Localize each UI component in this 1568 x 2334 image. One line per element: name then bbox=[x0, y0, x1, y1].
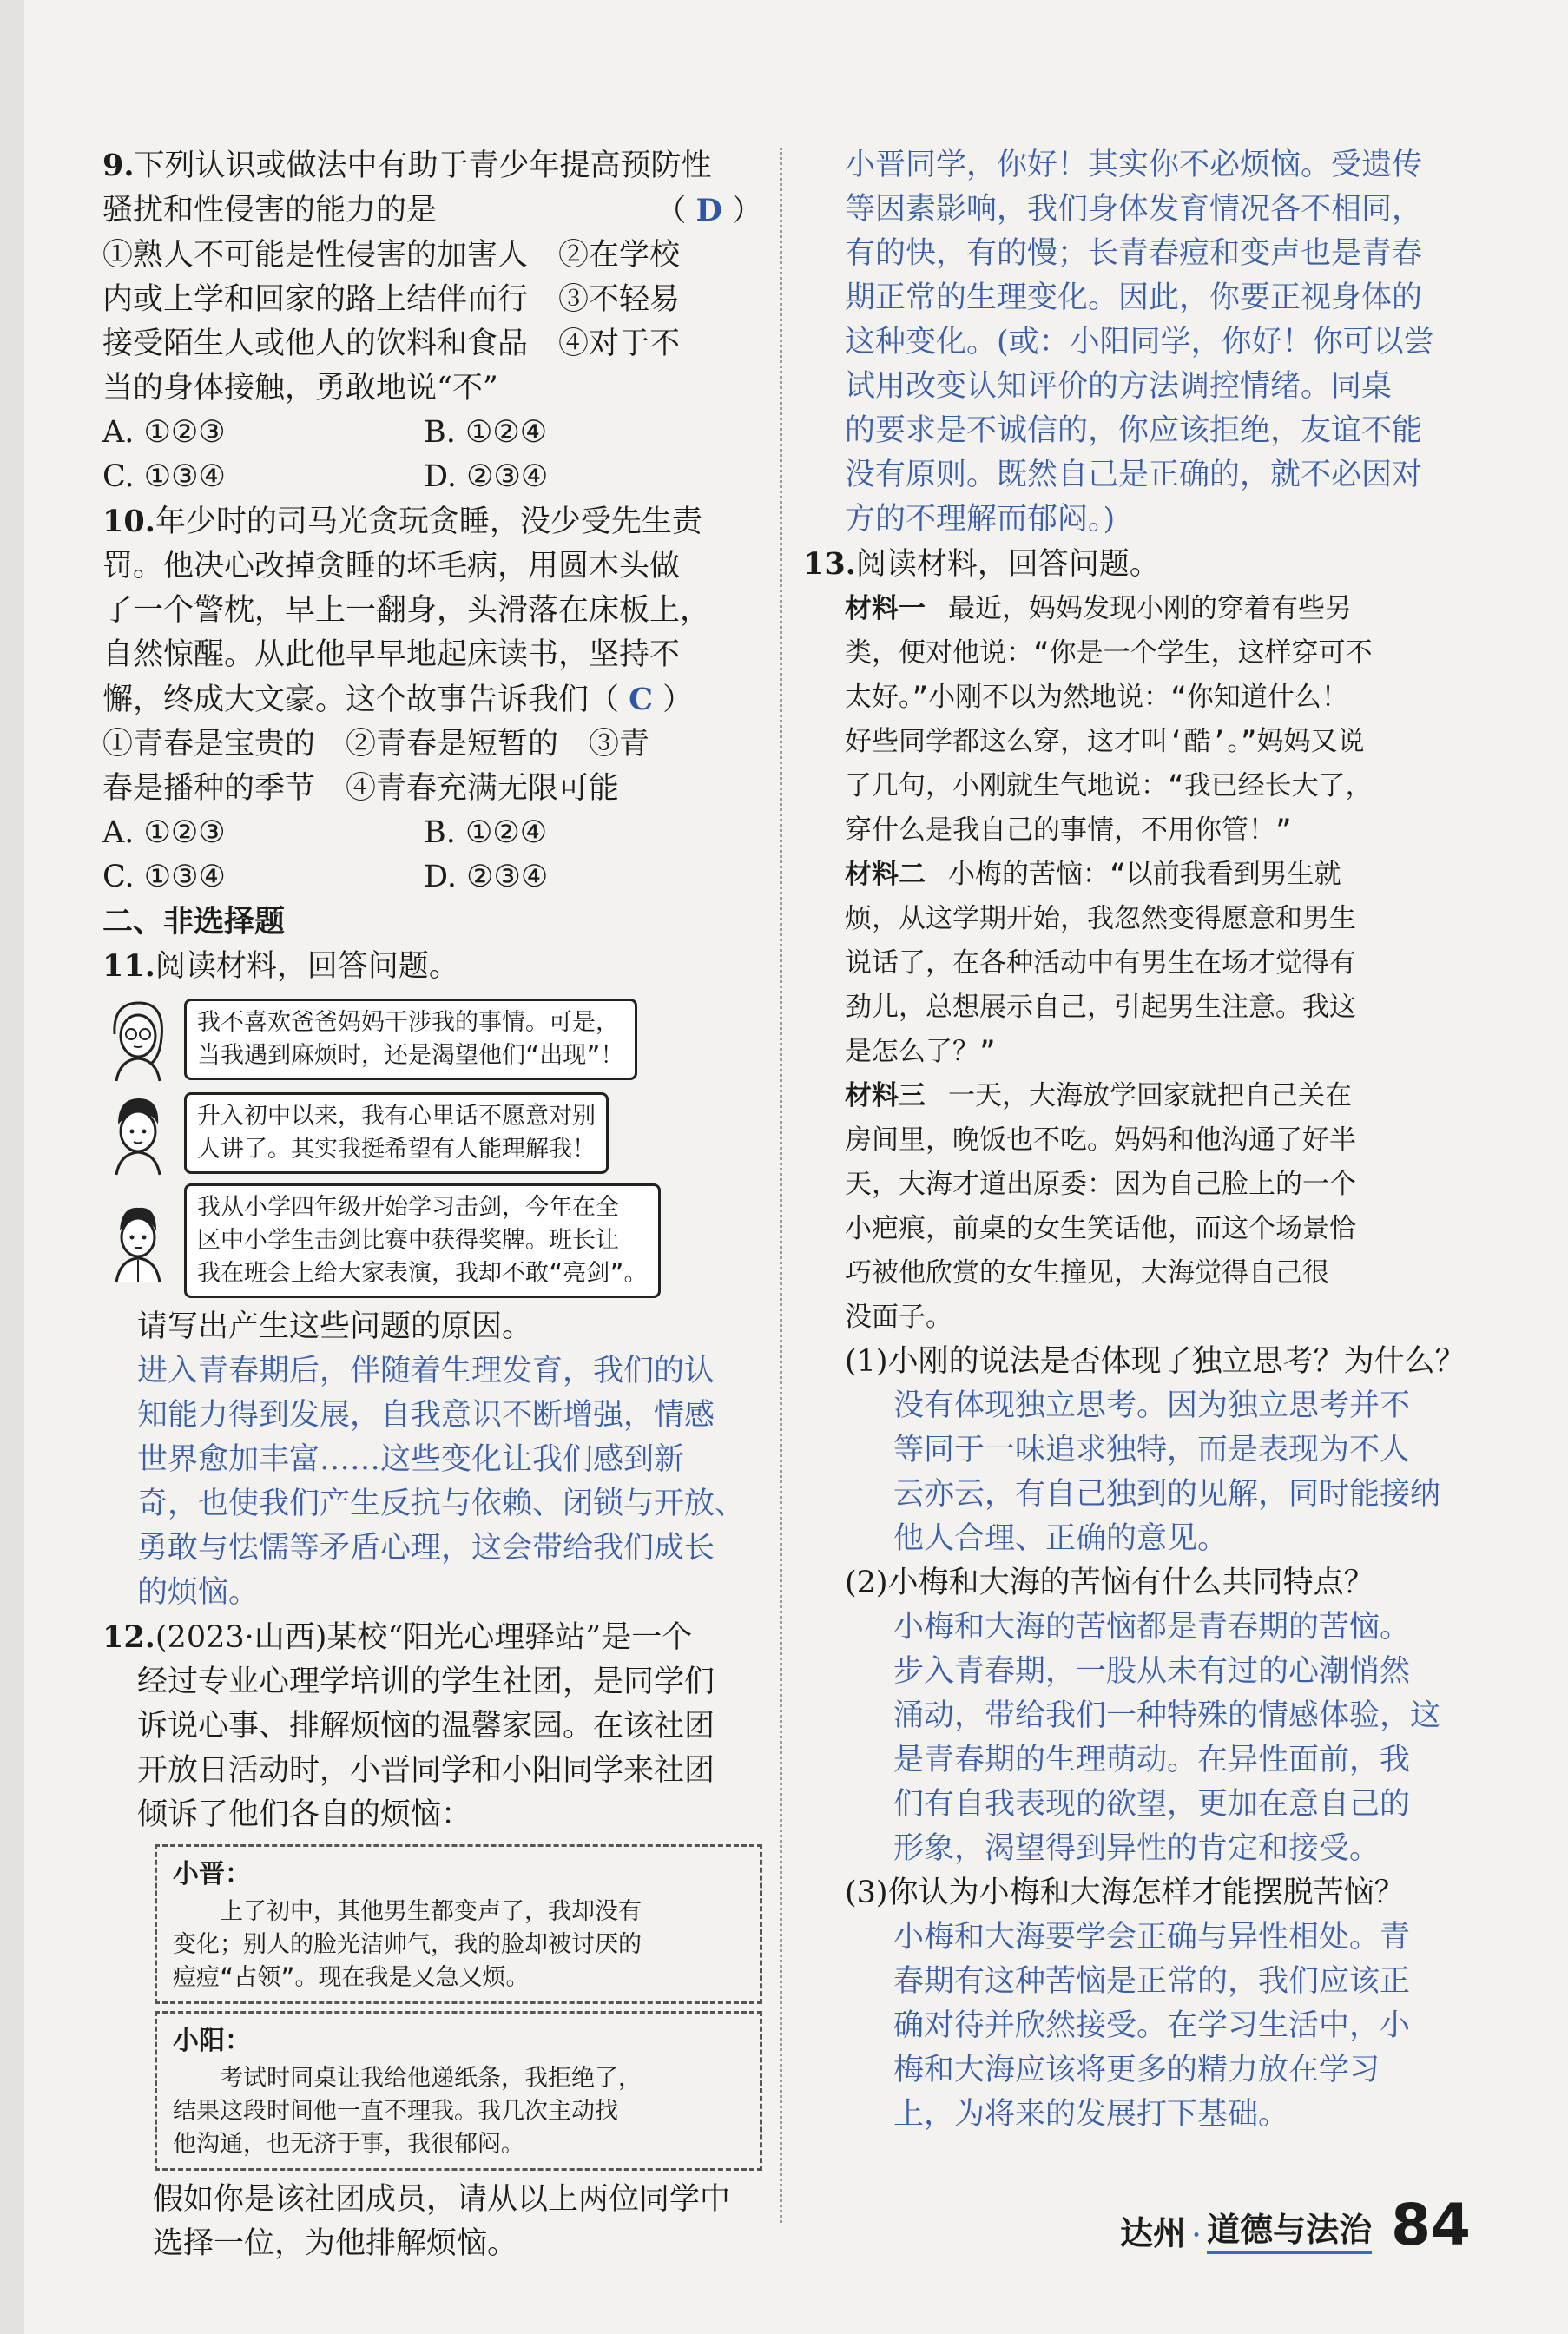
material-label: 材料二 bbox=[845, 859, 926, 890]
xiaoyang-box bbox=[155, 2011, 762, 2171]
question-10: 10.年少时的司马光贪玩贪睡，没少受先生责 罚。他决心改掉贪睡的坏毛病，用圆木头做 了一个警枕，早上一翻身，头滑落在床板上， 自然惊醒。从此他早早地起床读书，坚持不 懈，终成大文豪。这个故事告诉我们（ C ） ①青春是宝贵的 ②青春是短暂的 ③青 春是播种的季节 ④青春充满无限可能 A. ①②③ B. ①②④ C. ①③④ D. ②③④ bbox=[102, 499, 762, 900]
sub-question-1 bbox=[803, 1340, 1467, 1561]
right-column bbox=[803, 143, 1467, 2137]
bubble-line: 我在班会上给大家表演，我却不敢“亮剑”。 bbox=[197, 1260, 648, 1287]
answer-line: 进入青春期后，伴随着生理发育，我们的认 bbox=[137, 1354, 715, 1388]
bubble-line: 我从小学四年级开始学习击剑，今年在全 bbox=[197, 1194, 619, 1221]
q11-number: 11. bbox=[102, 948, 155, 984]
material-line: 最近，妈妈发现小刚的穿着有些另 bbox=[948, 593, 1352, 624]
box-speaker: 小晋： bbox=[173, 1859, 251, 1889]
question-11 bbox=[102, 944, 762, 1615]
q12-prompt: 选择一位，为他排解烦恼。 bbox=[153, 2226, 518, 2261]
q12-line: 诉说心事、排解烦恼的温馨家园。在该社团 bbox=[137, 1709, 715, 1744]
footer-dot: · bbox=[1191, 2216, 1202, 2254]
answer-line: 没有原则。既然自己是正确的，就不必因对 bbox=[845, 458, 1423, 492]
answer-line: 知能力得到发展，自我意识不断增强，情感 bbox=[137, 1398, 715, 1433]
material-line: 劲儿，总想展示自己，引起男生注意。我这 bbox=[845, 992, 1356, 1023]
material-label: 材料三 bbox=[845, 1080, 926, 1111]
material-line: 是怎么了？” bbox=[845, 1036, 996, 1067]
q9-answer: D bbox=[695, 193, 722, 228]
material-line: 烦，从这学期开始，我忽然变得愿意和男生 bbox=[845, 903, 1356, 934]
answer-line: 有的快，有的慢；长青春痘和变声也是青春 bbox=[845, 236, 1423, 271]
girl-avatar-icon bbox=[102, 996, 174, 1083]
material-line: 了几句，小刚就生气地说：“我已经长大了， bbox=[845, 770, 1373, 801]
answer-line: 勇敢与怯懦等矛盾心理，这会带给我们成长 bbox=[137, 1531, 715, 1566]
material-line: 太好。”小刚不以为然地说：“你知道什么！ bbox=[845, 682, 1348, 713]
speech-bubble bbox=[184, 1092, 609, 1174]
answer-line: 他人合理、正确的意见。 bbox=[893, 1521, 1229, 1556]
answer-line: 世界愈加丰富……这些变化让我们感到新 bbox=[137, 1442, 685, 1477]
q12-line: 倾诉了他们各自的烦恼： bbox=[137, 1797, 472, 1832]
material-line: 没面子。 bbox=[845, 1302, 952, 1333]
material-2 bbox=[803, 853, 1467, 1074]
answer-line: 没有体现独立思考。因为独立思考并不 bbox=[893, 1388, 1411, 1423]
material-label: 材料一 bbox=[845, 593, 926, 624]
q10-option-a: A. ①②③ bbox=[102, 815, 226, 850]
answer-line: 上，为将来的发展打下基础。 bbox=[893, 2097, 1289, 2132]
q9-line: 内或上学和回家的路上结伴而行 ③不轻易 bbox=[102, 282, 681, 317]
q10-line: 自然惊醒。从此他早早地起床读书，坚持不 bbox=[102, 637, 681, 672]
answer-line: 的要求是不诚信的，你应该拒绝，友谊不能 bbox=[845, 413, 1423, 448]
page-edge bbox=[0, 0, 24, 2334]
page-number: 84 bbox=[1391, 2192, 1471, 2258]
q12-line: (2023·山西)某校“阳光心理驿站”是一个 bbox=[155, 1620, 693, 1655]
answer-line: 确对待并欣然接受。在学习生活中，小 bbox=[893, 2008, 1411, 2043]
q13-number: 13. bbox=[803, 546, 856, 582]
sub-answer-2 bbox=[845, 1605, 1467, 1871]
footer-subject: 道德与法治 bbox=[1207, 2203, 1372, 2254]
material-line: 说话了，在各种活动中有男生在场才觉得有 bbox=[845, 947, 1356, 979]
answer-line: 小梅和大海的苦恼都是青春期的苦恼。 bbox=[893, 1610, 1411, 1645]
q9-line: 当的身体接触，勇敢地说“不” bbox=[102, 371, 498, 405]
bubble-line: 升入初中以来，我有心里话不愿意对别 bbox=[197, 1103, 596, 1130]
q12-number: 12. bbox=[102, 1619, 155, 1655]
boy-avatar-icon bbox=[102, 1197, 174, 1284]
sub-answer-3 bbox=[845, 1915, 1467, 2137]
box-line: 上了初中，其他男生都变声了，我却没有 bbox=[173, 1898, 642, 1925]
speech-bubble bbox=[184, 999, 637, 1080]
q9-line: 接受陌生人或他人的饮料和食品 ④对于不 bbox=[102, 326, 681, 361]
q13-stem: 阅读材料，回答问题。 bbox=[855, 547, 1160, 582]
answer-line: 涌动，带给我们一种特殊的情感体验，这 bbox=[893, 1698, 1441, 1733]
answer-line: 等同于一味追求独特，而是表现为不人 bbox=[893, 1433, 1411, 1467]
q9-line: 骚扰和性侵害的能力的是 bbox=[102, 193, 438, 227]
sub-question-text: (2)小梅和大海的苦恼有什么共同特点？ bbox=[845, 1566, 1374, 1600]
left-column bbox=[102, 143, 762, 2266]
q10-line: 罚。他决心改掉贪睡的坏毛病，用圆木头做 bbox=[102, 549, 681, 584]
material-line: 类，便对他说：“你是一个学生，这样穿可不 bbox=[845, 637, 1373, 669]
box-line: 变化；别人的脸光洁帅气，我的脸却被讨厌的 bbox=[173, 1931, 642, 1958]
section-heading: 二、非选择题 bbox=[102, 904, 286, 940]
bubble-line: 当我遇到麻烦时，还是渴望他们“出现”！ bbox=[197, 1042, 624, 1069]
page-footer bbox=[1120, 2192, 1471, 2258]
q10-line: 了一个警枕，早上一翻身，头滑落在床板上， bbox=[102, 593, 711, 628]
question-9: 9.下列认识或做法中有助于青少年提高预防性 骚扰和性侵害的能力的是 （ D ） ①熟人不可能是性侵害的加害人 ②在学校 内或上学和回家的路上结伴而行 ③不轻易 接受陌生人或他人的饮料和食品 ④对于不 当的身体接触，勇敢地说“不” A. ①②③ B. ①②④ C. ①③④ D. ②③④ bbox=[102, 143, 762, 499]
speech-bubble bbox=[184, 1183, 661, 1298]
bubble-line: 我不喜欢爸爸妈妈干涉我的事情。可是， bbox=[197, 1009, 619, 1036]
material-line: 巧被他欣赏的女生撞见，大海觉得自己很 bbox=[845, 1257, 1329, 1289]
q10-line: 春是播种的季节 ④青春充满无限可能 bbox=[102, 771, 620, 806]
q9-line: ①熟人不可能是性侵害的加害人 ②在学校 bbox=[102, 238, 681, 273]
sub-question-3 bbox=[803, 1871, 1467, 2137]
q10-number: 10. bbox=[102, 504, 155, 539]
material-line: 穿什么是我自己的事情，不用你管！” bbox=[845, 814, 1292, 846]
box-line: 痘痘“占领”。现在我是又急又烦。 bbox=[173, 1964, 530, 1991]
answer-line: 的烦恼。 bbox=[137, 1575, 260, 1610]
xiaojin-box bbox=[155, 1844, 762, 2004]
material-line: 天，大海才道出原委：因为自己脸上的一个 bbox=[845, 1169, 1356, 1200]
answer-line: 是青春期的生理萌动。在异性面前，我 bbox=[893, 1743, 1411, 1777]
box-line: 结果这段时间他一直不理我。我几次主动找 bbox=[173, 2098, 618, 2125]
box-speaker: 小阳： bbox=[173, 2026, 251, 2056]
column-divider bbox=[780, 148, 782, 2223]
sub-question-text: (1)小刚的说法是否体现了独立思考？为什么？ bbox=[845, 1344, 1466, 1379]
q9-number: 9. bbox=[102, 148, 135, 183]
q9-option-a: A. ①②③ bbox=[102, 415, 226, 450]
q11-prompt: 请写出产生这些问题的原因。 bbox=[137, 1309, 533, 1344]
material-line: 房间里，晚饭也不吃。妈妈和他沟通了好半 bbox=[845, 1124, 1356, 1156]
sub-question-text: (3)你认为小梅和大海怎样才能摆脱苦恼？ bbox=[845, 1876, 1405, 1910]
q12-answer bbox=[803, 143, 1467, 542]
material-1 bbox=[803, 587, 1467, 853]
answer-line: 这种变化。(或：小阳同学，你好！你可以尝 bbox=[845, 325, 1434, 359]
answer-line: 小晋同学，你好！其实你不必烦恼。受遗传 bbox=[845, 148, 1423, 182]
footer-region: 达州 bbox=[1120, 2214, 1187, 2252]
q10-option-c: C. ①③④ bbox=[102, 860, 226, 894]
question-13 bbox=[803, 542, 1467, 2137]
box-line: 他沟通，也无济于事，我很郁闷。 bbox=[173, 2131, 524, 2158]
answer-line: 梅和大海应该将更多的精力放在学习 bbox=[893, 2053, 1380, 2087]
answer-line: 小梅和大海要学会正确与异性相处。青 bbox=[893, 1920, 1411, 1955]
answer-line: 春期有这种苦恼是正常的，我们应该正 bbox=[893, 1964, 1411, 1999]
q10-line: 年少时的司马光贪玩贪睡，没少受先生责 bbox=[155, 504, 702, 539]
q9-option-d: D. ②③④ bbox=[424, 459, 549, 494]
answer-line: 们有自我表现的欲望，更加在意自己的 bbox=[893, 1787, 1411, 1822]
box-line: 考试时同桌让我给他递纸条，我拒绝了， bbox=[173, 2065, 642, 2092]
material-line: 小疤痕，前桌的女生笑话他，而这个场景恰 bbox=[845, 1213, 1356, 1244]
material-line: 好些同学都这么穿，这才叫‘酷’。”妈妈又说 bbox=[845, 726, 1365, 757]
answer-line: 形象，渴望得到异性的肯定和接受。 bbox=[893, 1831, 1380, 1866]
sub-question-2 bbox=[803, 1561, 1467, 1871]
answer-line: 步入青春期，一股从未有过的心潮悄然 bbox=[893, 1654, 1411, 1689]
answer-line: 方的不理解而郁闷。) bbox=[845, 502, 1116, 537]
answer-line: 云亦云，有自己独到的见解，同时能接纳 bbox=[893, 1477, 1441, 1512]
q10-line: ①青春是宝贵的 ②青春是短暂的 ③青 bbox=[102, 727, 650, 762]
question-12 bbox=[102, 1615, 762, 2266]
material-line: 小梅的苦恼：“以前我看到男生就 bbox=[948, 859, 1341, 890]
sub-answer-1 bbox=[845, 1384, 1467, 1561]
material-3 bbox=[803, 1074, 1467, 1340]
q10-answer: C bbox=[629, 682, 654, 717]
answer-line: 期正常的生理变化。因此，你要正视身体的 bbox=[845, 280, 1423, 315]
q10-line: 懈，终成大文豪。这个故事告诉我们 bbox=[102, 682, 590, 717]
q9-option-c: C. ①③④ bbox=[102, 459, 226, 494]
q11-stem: 阅读材料，回答问题。 bbox=[155, 949, 459, 984]
q10-option-b: B. ①②④ bbox=[424, 815, 548, 850]
q11-answer bbox=[102, 1349, 762, 1615]
bubble-line: 区中小学生击剑比赛中获得奖牌。班长让 bbox=[197, 1227, 619, 1254]
q10-option-d: D. ②③④ bbox=[424, 860, 549, 894]
bubble-line: 人讲了。其实我挺希望有人能理解我！ bbox=[197, 1136, 596, 1163]
q12-line: 经过专业心理学培训的学生社团，是同学们 bbox=[137, 1665, 715, 1699]
q9-option-b: B. ①②④ bbox=[424, 415, 548, 450]
answer-line: 等因素影响，我们身体发育情况各不相同， bbox=[845, 192, 1423, 227]
q12-prompt: 假如你是该社团成员，请从以上两位同学中 bbox=[153, 2182, 731, 2217]
material-line: 一天，大海放学回家就把自己关在 bbox=[948, 1080, 1352, 1111]
q9-line: 下列认识或做法中有助于青少年提高预防性 bbox=[134, 148, 712, 183]
answer-line: 奇，也使我们产生反抗与依赖、闭锁与开放、 bbox=[137, 1487, 746, 1521]
answer-line: 试用改变认知评价的方法调控情绪。同桌 bbox=[845, 369, 1393, 404]
q12-line: 开放日活动时，小晋同学和小阳同学来社团 bbox=[137, 1753, 715, 1788]
boy-avatar-icon bbox=[102, 1090, 174, 1177]
